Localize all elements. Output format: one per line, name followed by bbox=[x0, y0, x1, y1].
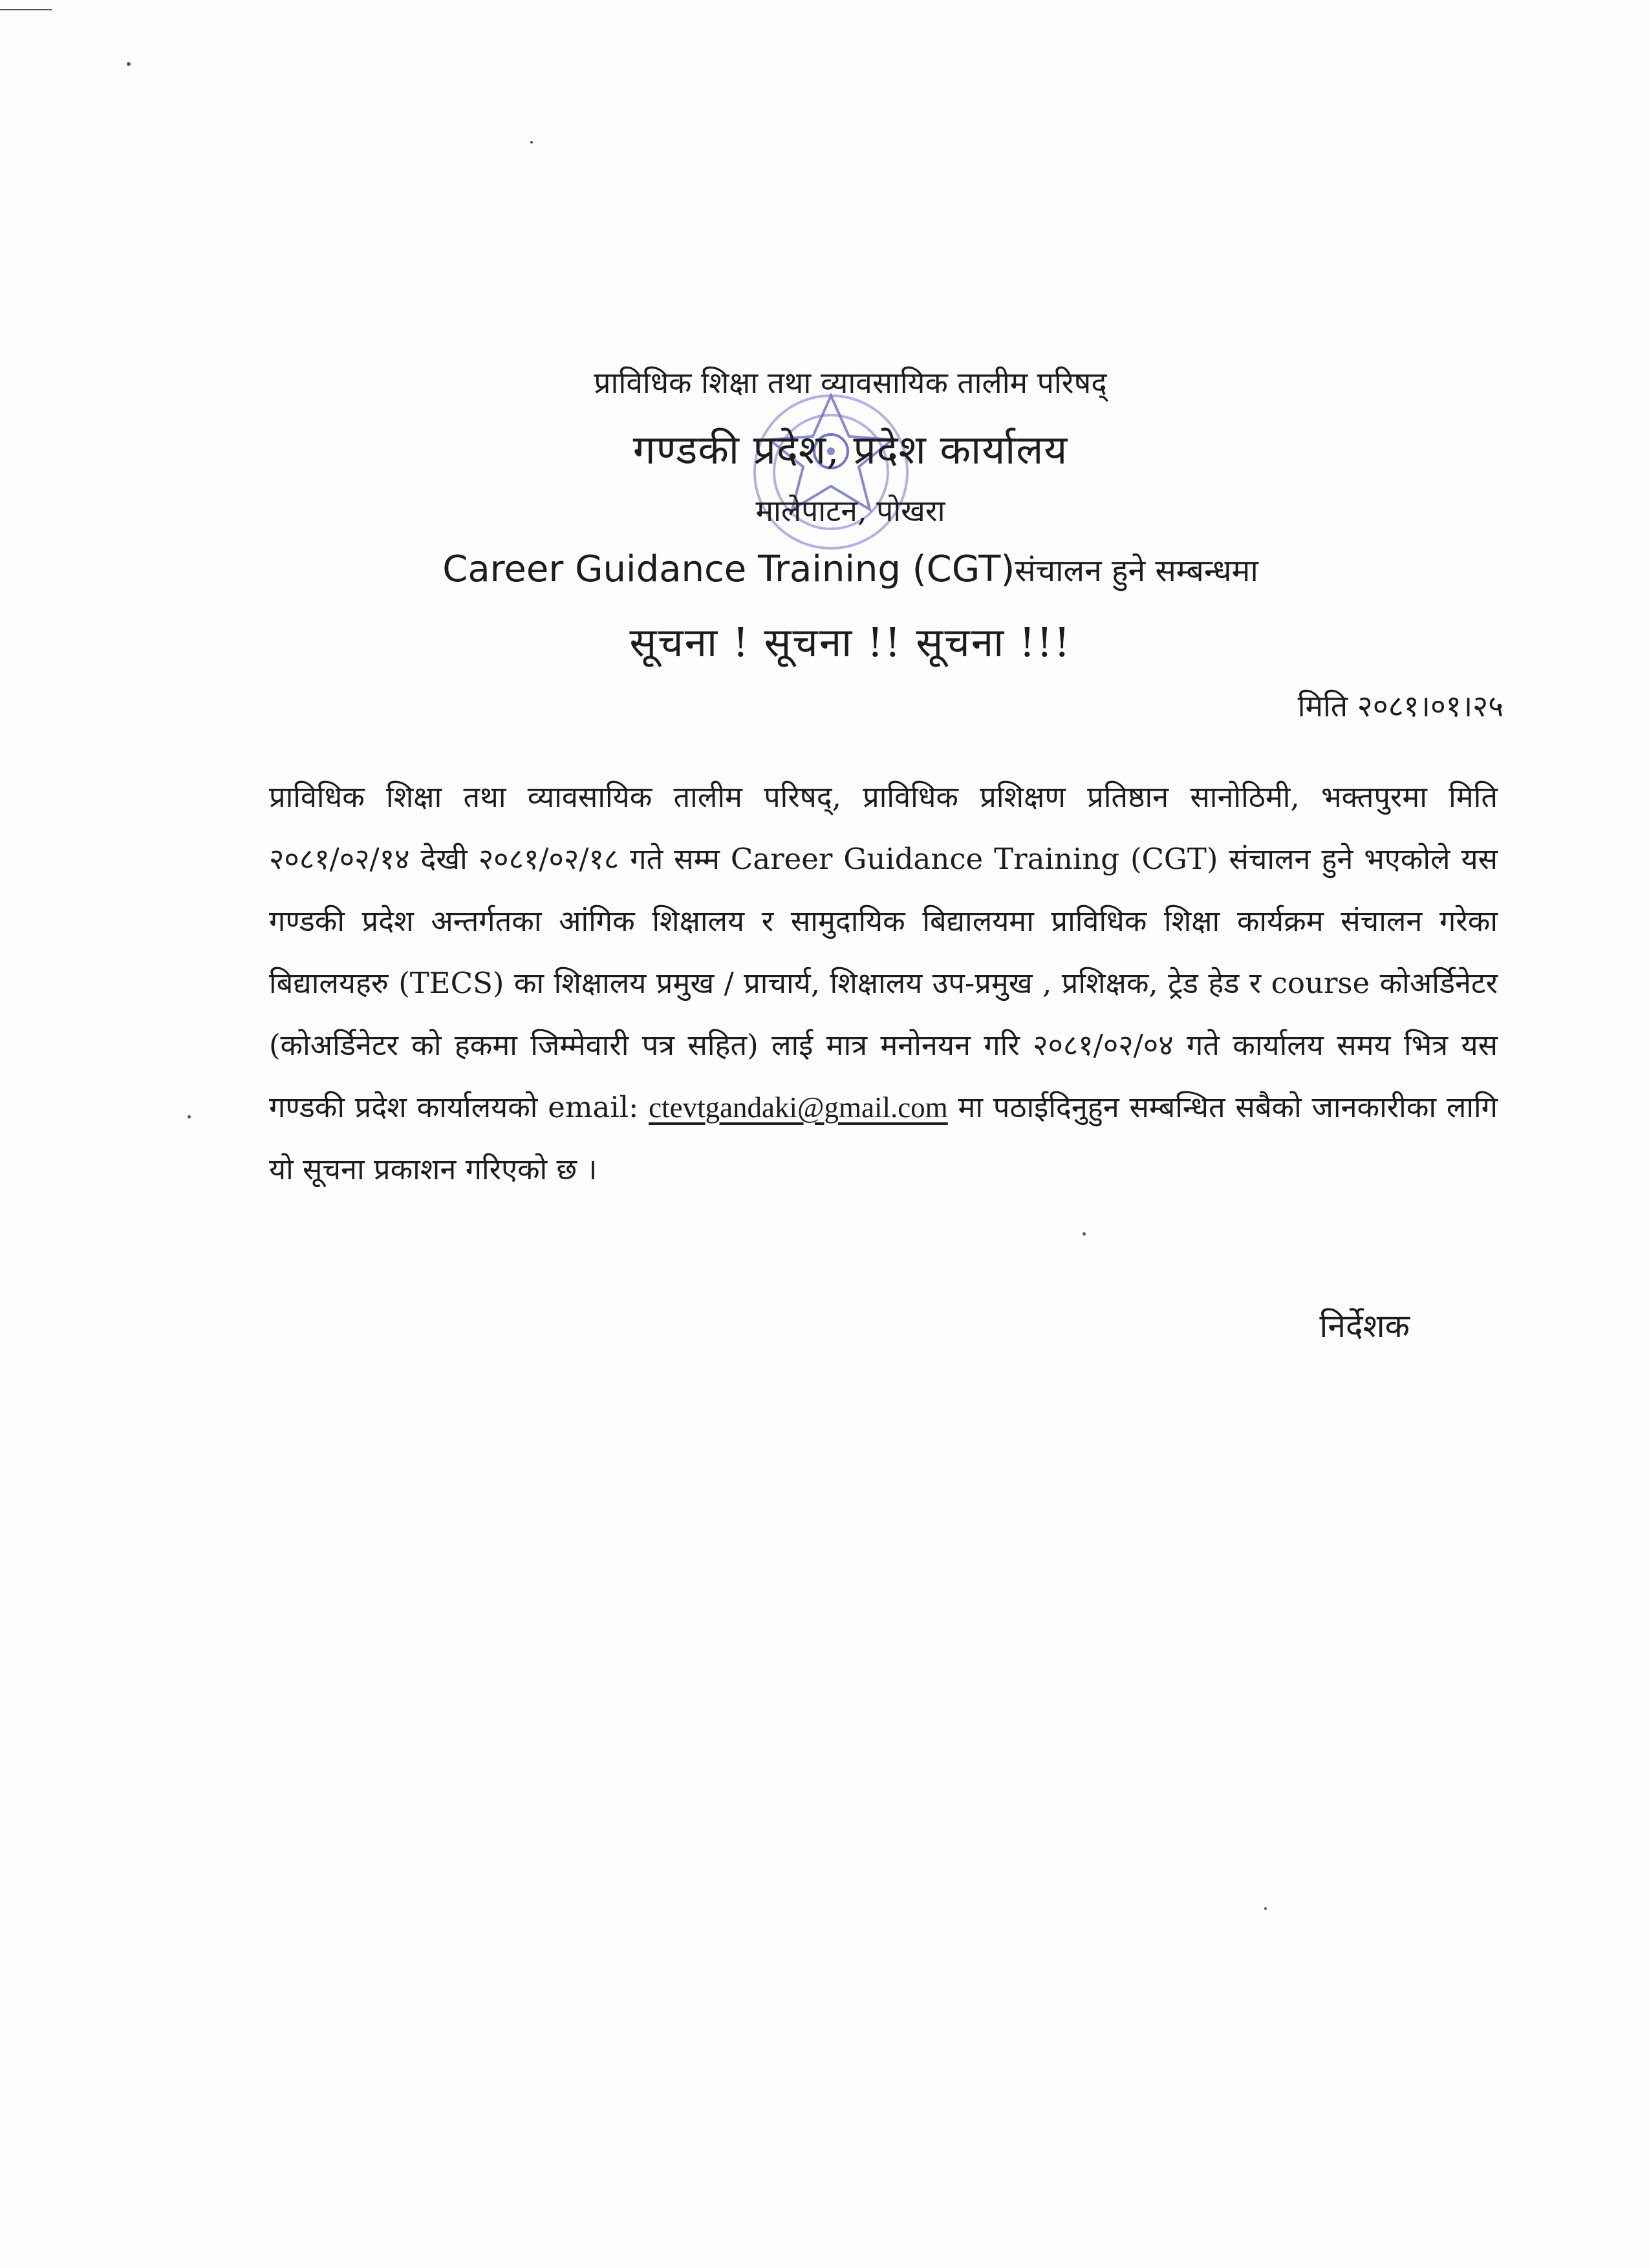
signatory-title: निर्देशक bbox=[1319, 1307, 1410, 1345]
scan-speck bbox=[188, 1115, 191, 1118]
notice-heading: सूचना ! सूचना !! सूचना !!! bbox=[629, 619, 1072, 666]
office-name: गण्डकी प्रदेश, प्रदेश कार्यालय bbox=[632, 426, 1068, 473]
subject-line bbox=[26, 548, 1649, 591]
scan-speck bbox=[530, 141, 533, 144]
email-address-link[interactable]: ctevtgandaki@gmail.com bbox=[649, 1091, 948, 1124]
body-text-part-2: मा पठाईदिनुहुन सम्बन्धित सबैको जानकारीका लागि यो सूचना प्रकाशन गरिएको छ । bbox=[269, 1090, 1498, 1186]
notice-body bbox=[269, 766, 1498, 1201]
subject-nepali: संचालन हुने सम्बन्धमा bbox=[1015, 553, 1258, 589]
scan-speck bbox=[1083, 1232, 1086, 1236]
scan-speck bbox=[127, 62, 131, 66]
body-text-part-1: प्राविधिक शिक्षा तथा व्यावसायिक तालीम परिषद्, प्राविधिक प्रशिक्षण प्रतिष्ठान सानोठिमी, भक्तपुरमा मिति २०८१/०२/१४ देखी २०८१/०२/१८ गते सम्म Career Guidance Training (CGT) संचालन हुने भएकोले यस गण्डकी प्रदेश अन्तर्गतका आंगिक शिक्षालय र सामुदायिक बिद्यालयमा प्राविधिक शिक्षा कार्यक्रम संचालन गरेका बिद्यालयहरु (TECS) का शिक्षालय प्रमुख / प्राचार्य, शिक्षालय उप-प्रमुख , प्रशिक्षक, ट्रेड हेड र course कोअर्डिनेटर (कोअर्डिनेटर को हकमा जिम्मेवारी पत्र सहित) लाई मात्र मनोनयन गरि २०८१/०२/०४ गते कार्यालय समय भित्र यस गण्डकी प्रदेश कार्यालयको email: bbox=[269, 780, 1498, 1124]
subject-english: Career Guidance Training (CGT) bbox=[442, 548, 1015, 590]
office-address: मालेपाटन, पोखरा bbox=[755, 493, 945, 528]
scan-edge-mark bbox=[0, 9, 52, 10]
notice-date: मिति २०८१।०१।२५ bbox=[1297, 689, 1503, 723]
organization-name: प्राविधिक शिक्षा तथा व्यावसायिक तालीम परिषद् bbox=[594, 365, 1107, 400]
scan-speck bbox=[1264, 1907, 1267, 1910]
